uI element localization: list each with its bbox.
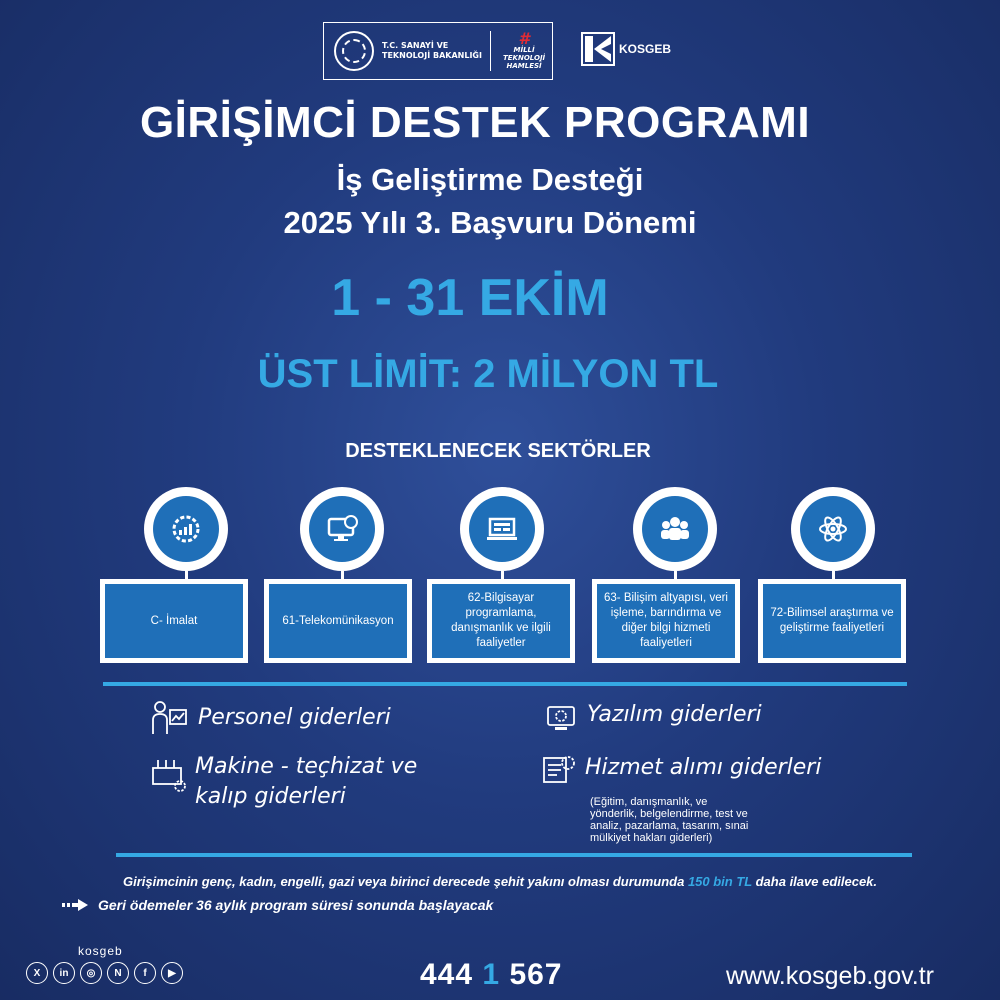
ministry-line2: TEKNOLOJİ BAKANLIĞI (382, 51, 482, 60)
milli-line3: HAMLESİ (506, 62, 542, 70)
page-title: GİRİŞİMCİ DESTEK PROGRAMI (139, 98, 811, 147)
hotline-number (420, 958, 563, 992)
sector-card-3 (427, 579, 575, 663)
linkedin-icon[interactable]: in (53, 962, 75, 984)
ministry-line1: T.C. SANAYİ VE (382, 41, 449, 50)
bonus-footnote (0, 874, 1000, 889)
footnote-amount: 150 bin TL (687, 874, 752, 889)
service-icon (541, 753, 577, 787)
personnel-icon (150, 700, 188, 736)
service-note-line3: analiz, pazarlama, tasarım, sınai (590, 820, 749, 832)
subtitle-period: 2025 Yılı 3. Başvuru Dönemi (283, 205, 697, 240)
milli-teknoloji-logo (503, 29, 546, 70)
kosgeb-k-icon (581, 32, 615, 66)
milli-line2: TEKNOLOJİ (503, 54, 546, 62)
youtube-icon[interactable]: ▶ (161, 962, 183, 984)
application-dates: 1 - 31 EKİM (331, 269, 609, 327)
sector-label-1: C- İmalat (105, 584, 243, 658)
machine-icon (150, 756, 188, 794)
software-icon (545, 702, 577, 734)
kosgeb-logo (581, 32, 671, 66)
upper-limit: ÜST LİMİT: 2 MİLYON TL (257, 352, 719, 396)
sector-label-3: 62-Bilgisayar programlama, danışmanlık ve ilgili faaliyetler (432, 584, 570, 658)
website-link[interactable]: www.kosgeb.gov.tr (726, 962, 934, 990)
sector-label-2: 61-Telekomünikasyon (269, 584, 407, 658)
sector-icon-group-4 (633, 487, 717, 587)
nsosyal-icon[interactable]: N (107, 962, 129, 984)
expense-service: Hizmet alımı giderleri (585, 755, 822, 780)
expense-personnel: Personel giderleri (198, 705, 391, 730)
divider-bottom (116, 853, 912, 857)
service-note-line1: (Eğitim, danışmanlık, ve (590, 796, 708, 808)
repayment-note (62, 897, 493, 913)
laptop-icon (484, 511, 520, 547)
sectors-title: DESTEKLENECEK SEKTÖRLER (345, 440, 651, 462)
sector-card-5 (758, 579, 906, 663)
sector-card-2 (264, 579, 412, 663)
social-handle: kosgeb (78, 944, 123, 958)
atom-icon (815, 511, 851, 547)
service-note (590, 796, 748, 844)
gear-chart-icon (168, 511, 204, 547)
sector-card-4 (592, 579, 740, 663)
facebook-icon[interactable]: f (134, 962, 156, 984)
service-note-line4: mülkiyet hakları giderleri) (590, 832, 713, 844)
sector-icon-group-5 (791, 487, 875, 587)
hashtag-icon: # (518, 29, 530, 48)
ministry-name (382, 41, 490, 61)
service-note-line2: yönderlik, belgelendirme, test ve (590, 808, 748, 820)
sector-label-5: 72-Bilimsel araştırma ve geliştirme faaliyetleri (763, 584, 901, 658)
arrow-right-icon (62, 899, 88, 911)
sector-icon-group-3 (460, 487, 544, 587)
sector-card-1 (100, 579, 248, 663)
footnote-text-after: daha ilave edilecek. (752, 874, 878, 889)
people-icon (657, 511, 693, 547)
social-links (26, 962, 183, 984)
expense-machine-line2: kalıp giderleri (195, 784, 346, 809)
phone-part-2: 1 (482, 958, 501, 991)
phone-part-1: 444 (420, 958, 474, 991)
expense-software: Yazılım giderleri (587, 702, 762, 727)
sector-label-4: 63- Bilişim altyapısı, veri işleme, barındırma ve diğer bilgi hizmeti faaliyetleri (597, 584, 735, 658)
subtitle-support: İş Geliştirme Desteği (336, 162, 644, 197)
monitor-phone-icon (324, 511, 360, 547)
instagram-icon[interactable]: ◎ (80, 962, 102, 984)
x-icon[interactable]: X (26, 962, 48, 984)
kosgeb-logo-text: KOSGEB (619, 42, 672, 56)
logo-divider (490, 31, 491, 71)
ministry-logo-box (323, 22, 553, 80)
divider-top (103, 682, 907, 686)
repayment-text: Geri ödemeler 36 aylık program süresi sonunda başlayacak (98, 897, 494, 913)
ministry-seal-icon (334, 31, 374, 71)
footnote-text-before: Girişimcinin genç, kadın, engelli, gazi veya birinci derecede şehit yakını olması durumunda (122, 874, 688, 889)
sector-icon-group-2 (300, 487, 384, 587)
milli-line1: MİLLİ (513, 46, 535, 54)
phone-part-3: 567 (509, 958, 563, 991)
sector-icon-group-1 (144, 487, 228, 587)
expense-machine-line1: Makine - teçhizat ve (195, 754, 418, 779)
